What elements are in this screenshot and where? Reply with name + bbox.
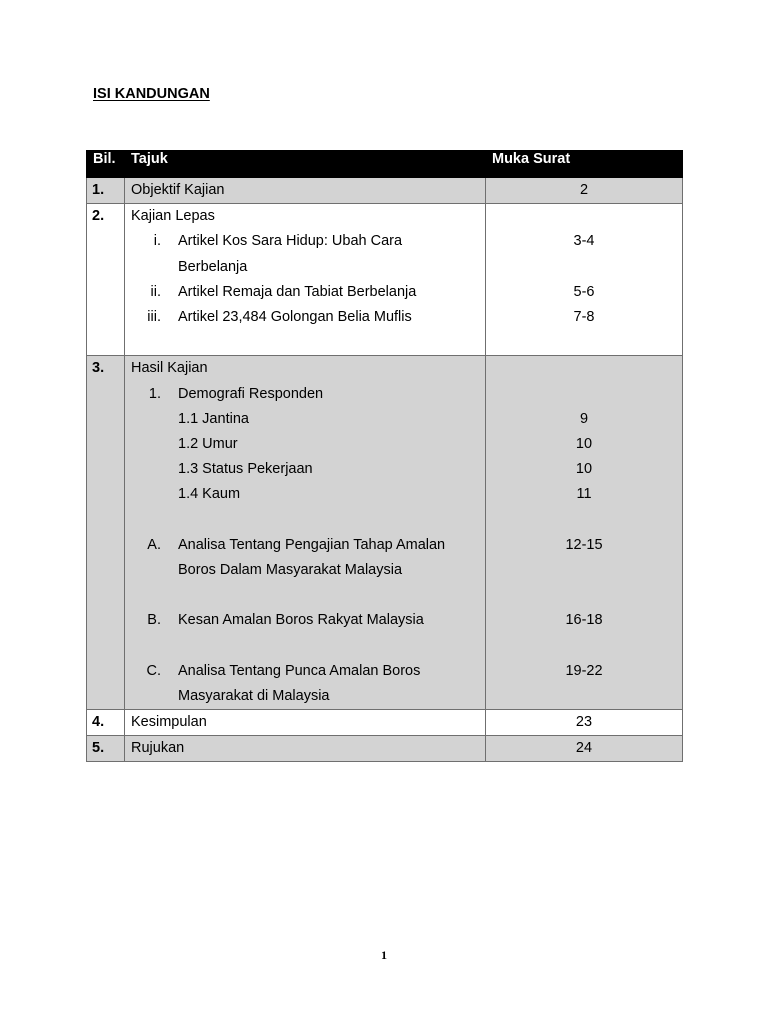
item-page: 5-6: [573, 283, 595, 300]
item-text: Kesan Amalan Boros Rakyat Malaysia: [178, 612, 424, 629]
row-title: Kesimpulan: [125, 709, 486, 735]
item-page: 9: [579, 410, 589, 427]
row-title: Objektif Kajian: [125, 178, 486, 204]
row-number: 1.: [87, 178, 125, 204]
list-item: [131, 280, 479, 305]
table-row: [87, 178, 683, 204]
header-muka-surat: Muka Surat: [486, 151, 683, 178]
item-page: 3-4: [573, 233, 595, 250]
item-text: Demografi Responden: [178, 385, 324, 402]
header-bil: Bil.: [87, 151, 125, 178]
spacer: [492, 356, 676, 381]
item-marker: i.: [153, 233, 161, 250]
row-page: 24: [486, 736, 683, 762]
row-page-cell: [486, 204, 683, 356]
item-text: Artikel Kos Sara Hidup: Ubah Cara: [178, 233, 403, 250]
sub-list-item: 1.4 Kaum: [178, 486, 241, 503]
item-marker: 1.: [148, 385, 161, 402]
table-header-row: [87, 151, 683, 178]
sub-list-item: 1.3 Status Pekerjaan: [178, 461, 313, 478]
header-tajuk: Tajuk: [125, 151, 486, 178]
spacer: [131, 633, 479, 658]
spacer: [492, 507, 676, 532]
document-title: ISI KANDUNGAN: [93, 86, 210, 102]
item-marker: C.: [146, 662, 161, 679]
list-item: [131, 533, 479, 558]
row-title-cell: [125, 356, 486, 710]
spacer: [131, 507, 479, 532]
spacer: [492, 558, 676, 583]
row-title: Kajian Lepas: [131, 208, 215, 225]
item-text: Masyarakat di Malaysia: [178, 687, 330, 704]
spacer: [492, 255, 676, 280]
item-text: Analisa Tentang Punca Amalan Boros: [178, 662, 421, 679]
item-page: 10: [575, 435, 593, 452]
spacer: [492, 633, 676, 658]
list-item-continuation: [131, 255, 479, 280]
item-page: 7-8: [573, 308, 595, 325]
table-row: [87, 204, 683, 356]
table-row: [87, 709, 683, 735]
row-number: 2.: [87, 204, 125, 356]
page-number: 1: [381, 948, 387, 962]
spacer: [492, 684, 676, 709]
list-item-continuation: [131, 558, 479, 583]
sub-list-item: 1.1 Jantina: [178, 410, 249, 427]
item-page: 10: [575, 461, 593, 478]
item-marker: ii.: [150, 283, 161, 300]
item-marker: A.: [147, 536, 161, 553]
spacer: [492, 583, 676, 608]
row-number: 3.: [87, 356, 125, 710]
list-item: [131, 305, 479, 330]
row-title: Hasil Kajian: [131, 360, 208, 377]
item-page: 16-18: [565, 612, 603, 629]
item-page: 12-15: [565, 536, 603, 553]
spacer: [492, 330, 676, 355]
list-item: [131, 229, 479, 254]
sub-list-item: 1.2 Umur: [178, 435, 238, 452]
row-page-cell: [486, 356, 683, 710]
row-page: 23: [486, 709, 683, 735]
row-number: 4.: [87, 709, 125, 735]
table-of-contents: [86, 150, 683, 762]
spacer: [492, 382, 676, 407]
item-page: 11: [576, 486, 592, 503]
row-page: 2: [486, 178, 683, 204]
item-page: 19-22: [565, 662, 603, 679]
table-row: [87, 356, 683, 710]
list-item: [131, 608, 479, 633]
row-title-cell: [125, 204, 486, 356]
item-text: Boros Dalam Masyarakat Malaysia: [178, 561, 403, 578]
item-text: Artikel 23,484 Golongan Belia Muflis: [178, 308, 412, 325]
item-marker: B.: [147, 612, 161, 629]
row-title: Rujukan: [125, 736, 486, 762]
item-marker: iii.: [147, 308, 161, 325]
item-text: Berbelanja: [178, 258, 248, 275]
list-item: [131, 382, 479, 407]
spacer: [131, 583, 479, 608]
row-number: 5.: [87, 736, 125, 762]
item-text: Analisa Tentang Pengajian Tahap Amalan: [178, 536, 446, 553]
list-item: [131, 659, 479, 684]
table-row: [87, 736, 683, 762]
spacer: [131, 330, 479, 355]
spacer: [492, 204, 676, 229]
item-text: Artikel Remaja dan Tabiat Berbelanja: [178, 283, 417, 300]
list-item-continuation: [131, 684, 479, 709]
